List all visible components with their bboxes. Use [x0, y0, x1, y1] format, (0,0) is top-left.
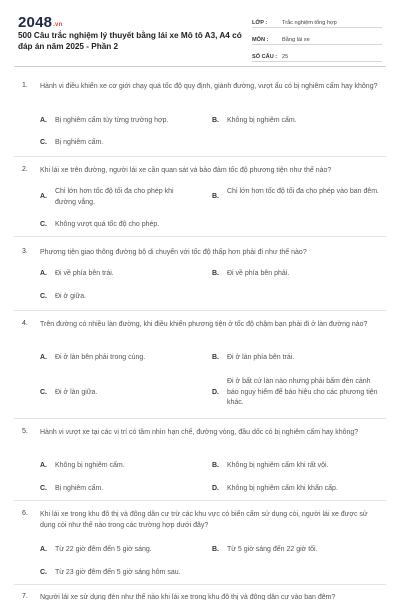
- option-letter: C.: [40, 221, 47, 228]
- option-letter: C.: [40, 485, 47, 492]
- option-text: Không bị nghiêm cấm.: [55, 462, 125, 469]
- option-text: Đi ở làn bên phải trong cùng.: [55, 354, 146, 361]
- option-text: Đi ở làn giữa.: [55, 389, 98, 396]
- question-number: 3.: [22, 248, 28, 255]
- option-letter: C.: [40, 389, 47, 396]
- meta-value: 25: [282, 53, 289, 60]
- question-text: Trên đường có nhiều làn đường, khi điều khiển phương tiện ở tốc độ chậm bạn phải đi ở làn đường nào?: [40, 321, 368, 328]
- question-number: 7.: [22, 593, 28, 600]
- question-divider: [14, 584, 386, 585]
- question-text: Khi lái xe trên đường, người lái xe cần quan sát và bảo đảm tốc độ phương tiện như thế nào?: [40, 167, 332, 174]
- option-text: Bị nghiêm cấm tùy từng trường hợp.: [55, 117, 169, 124]
- question-divider: [14, 310, 386, 311]
- meta-label: LỚP :: [252, 19, 268, 26]
- option-text: Đi về phía bên trái.: [55, 270, 114, 277]
- question-7: [0, 593, 400, 600]
- question-number: 2.: [22, 166, 28, 173]
- question-text: Hành vi vượt xe tại các vị trí có tầm nhìn hạn chế, đường vòng, đầu dốc có bị nghiêm cấm hay không?: [40, 429, 359, 436]
- option-letter: B.: [212, 354, 219, 361]
- option-letter: A.: [40, 193, 47, 200]
- option-letter: B.: [212, 462, 219, 469]
- meta-row-class: [252, 15, 382, 28]
- option-text: Đi về phía bên phải.: [227, 270, 290, 277]
- option-letter: A.: [40, 354, 47, 361]
- meta-label: SỐ CÂU :: [252, 53, 278, 60]
- meta-value: Bằng lái xe: [282, 36, 310, 43]
- meta-row-subject: [252, 32, 382, 45]
- question-divider: [14, 500, 386, 501]
- question-divider: [14, 156, 386, 157]
- logo-suffix: .vn: [53, 22, 63, 28]
- option-text: Bị nghiêm cấm.: [55, 485, 104, 492]
- question-text: Người lái xe sử dụng đèn như thế nào khi lái xe trong khu đô thị và đông dân cư vào ban đêm?: [40, 594, 336, 600]
- option-letter: A.: [40, 546, 47, 553]
- document-header: [0, 0, 400, 66]
- question-number: 5.: [22, 428, 28, 435]
- question-text: Hành vi điều khiển xe cơ giới chạy quá tốc độ quy định, giành đường, vượt ẩu có bị nghiêm cấm hay không?: [40, 83, 378, 90]
- document-title: 500 Câu trắc nghiệm lý thuyết bằng lái xe Mô tô A3, A4 có đáp án năm 2025 - Phần 2: [18, 31, 242, 51]
- question-number: 6.: [22, 510, 28, 517]
- option-letter: A.: [40, 462, 47, 469]
- option-letter: B.: [212, 117, 219, 124]
- option-text: Từ 5 giờ sáng đến 22 giờ tối.: [227, 546, 318, 553]
- option-letter: C.: [40, 569, 47, 576]
- option-letter: B.: [212, 546, 219, 553]
- meta-value: Trắc nghiệm tổng hợp: [282, 19, 337, 26]
- question-number: 1.: [22, 82, 28, 89]
- question-number: 4.: [22, 320, 28, 327]
- option-letter: A.: [40, 270, 47, 277]
- option-text: Chỉ lớn hơn tốc độ tối đa cho phép vào ban đêm.: [227, 188, 380, 195]
- site-logo[interactable]: [18, 14, 62, 31]
- option-letter: D.: [212, 389, 219, 396]
- question-divider: [14, 236, 386, 237]
- option-text: Không bị nghiêm cấm khi rất vội.: [227, 462, 329, 469]
- option-text: Bị nghiêm cấm.: [55, 139, 104, 146]
- option-text: Đi ở làn phía bên trái.: [227, 354, 295, 361]
- option-letter: D.: [212, 485, 219, 492]
- question-text: Khi lái xe trong khu đô thị và đông dân cư trừ các khu vực có biển cấm sử dụng còi, người lái xe được sử dụng còi như thế nào trong các trường hợp dưới đây?: [40, 511, 368, 529]
- question-divider: [14, 418, 386, 419]
- option-text: Chỉ lớn hơn tốc độ tối đa cho phép khi đường vắng.: [55, 188, 174, 206]
- option-text: Không vượt quá tốc độ cho phép.: [55, 221, 160, 228]
- meta-label: MÔN :: [252, 36, 269, 43]
- question-text: Phương tiện giao thông đường bộ di chuyển với tốc độ thấp hơn phải đi như thế nào?: [40, 249, 307, 256]
- option-letter: A.: [40, 117, 47, 124]
- option-text: Không bị nghiêm cấm khi khẩn cấp.: [227, 485, 338, 492]
- logo-text: 2048: [18, 14, 53, 31]
- option-text: Từ 23 giờ đêm đến 5 giờ sáng hôm sau.: [55, 569, 181, 576]
- option-text: Từ 22 giờ đêm đến 5 giờ sáng.: [55, 546, 152, 553]
- option-letter: C.: [40, 293, 47, 300]
- option-text: Đi ở giữa.: [55, 293, 87, 300]
- option-letter: B.: [212, 193, 219, 200]
- meta-row-count: [252, 49, 382, 62]
- option-letter: B.: [212, 270, 219, 277]
- header-divider: [14, 66, 386, 67]
- option-text: Không bị nghiêm cấm.: [227, 117, 297, 124]
- option-text: Đi ở bất cứ làn nào nhưng phải bấm đèn cảnh báo nguy hiểm để báo hiệu cho các phương tiện khác.: [227, 378, 378, 406]
- option-letter: C.: [40, 139, 47, 146]
- document-meta: [252, 15, 382, 66]
